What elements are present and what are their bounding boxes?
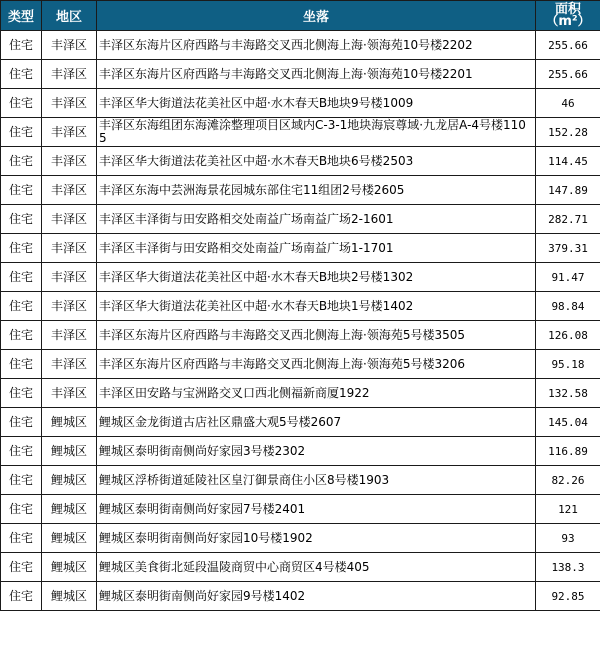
cell-district: 丰泽区	[42, 379, 97, 408]
cell-type: 住宅	[1, 89, 42, 118]
table-row	[1, 437, 600, 466]
cell-address: 丰泽区华大街道法花美社区中超·水木春天B地块6号楼2503	[97, 147, 536, 176]
cell-area: 147.89	[536, 176, 600, 205]
cell-area: 93	[536, 524, 600, 553]
header-row	[1, 1, 600, 31]
cell-address: 鲤城区泰明街南侧尚好家园10号楼1902	[97, 524, 536, 553]
cell-address: 丰泽区丰泽街与田安路相交处南益广场南益广场2-1601	[97, 205, 536, 234]
cell-district: 鲤城区	[42, 524, 97, 553]
cell-type: 住宅	[1, 524, 42, 553]
cell-district: 丰泽区	[42, 31, 97, 60]
cell-district: 丰泽区	[42, 89, 97, 118]
cell-area: 379.31	[536, 234, 600, 263]
cell-district: 鲤城区	[42, 553, 97, 582]
cell-area: 152.28	[536, 118, 600, 147]
cell-address: 鲤城区美食街北延段温陵商贸中心商贸区4号楼405	[97, 553, 536, 582]
cell-district: 鲤城区	[42, 408, 97, 437]
cell-district: 丰泽区	[42, 60, 97, 89]
table-row	[1, 321, 600, 350]
table-row	[1, 147, 600, 176]
table-row	[1, 408, 600, 437]
cell-area: 95.18	[536, 350, 600, 379]
cell-type: 住宅	[1, 205, 42, 234]
table-row	[1, 205, 600, 234]
cell-address: 丰泽区华大街道法花美社区中超·水木春天B地块2号楼1302	[97, 263, 536, 292]
cell-district: 丰泽区	[42, 234, 97, 263]
cell-area: 46	[536, 89, 600, 118]
cell-area: 138.3	[536, 553, 600, 582]
table-row	[1, 524, 600, 553]
cell-area: 255.66	[536, 60, 600, 89]
cell-district: 鲤城区	[42, 582, 97, 611]
cell-district: 丰泽区	[42, 176, 97, 205]
header-area	[536, 1, 600, 31]
cell-area: 82.26	[536, 466, 600, 495]
cell-district: 丰泽区	[42, 350, 97, 379]
cell-district: 鲤城区	[42, 437, 97, 466]
table-row	[1, 292, 600, 321]
cell-district: 丰泽区	[42, 292, 97, 321]
cell-type: 住宅	[1, 321, 42, 350]
table-row	[1, 553, 600, 582]
cell-type: 住宅	[1, 582, 42, 611]
cell-address: 鲤城区泰明街南侧尚好家园7号楼2401	[97, 495, 536, 524]
table-row	[1, 379, 600, 408]
cell-area: 114.45	[536, 147, 600, 176]
cell-address: 鲤城区泰明街南侧尚好家园9号楼1402	[97, 582, 536, 611]
cell-area: 126.08	[536, 321, 600, 350]
cell-address: 丰泽区东海组团东海滩涂整理项目区域内C-3-1地块海宸尊域·九龙居A-4号楼1105	[97, 118, 536, 147]
header-address: 坐落	[97, 1, 536, 31]
cell-type: 住宅	[1, 350, 42, 379]
cell-type: 住宅	[1, 263, 42, 292]
cell-address: 鲤城区浮桥街道延陵社区皇汀御景商住小区8号楼1903	[97, 466, 536, 495]
cell-type: 住宅	[1, 495, 42, 524]
cell-address: 鲤城区金龙街道古店社区鼎盛大观5号楼2607	[97, 408, 536, 437]
cell-area: 91.47	[536, 263, 600, 292]
cell-address: 丰泽区东海中芸洲海景花园城东部住宅11组团2号楼2605	[97, 176, 536, 205]
table-row	[1, 582, 600, 611]
cell-district: 丰泽区	[42, 118, 97, 147]
cell-address: 丰泽区华大街道法花美社区中超·水木春天B地块9号楼1009	[97, 89, 536, 118]
cell-address: 鲤城区泰明街南侧尚好家园3号楼2302	[97, 437, 536, 466]
cell-area: 121	[536, 495, 600, 524]
table-row	[1, 176, 600, 205]
cell-type: 住宅	[1, 118, 42, 147]
cell-district: 丰泽区	[42, 321, 97, 350]
cell-type: 住宅	[1, 553, 42, 582]
table-row	[1, 31, 600, 60]
table-row	[1, 118, 600, 147]
table-row	[1, 466, 600, 495]
cell-type: 住宅	[1, 147, 42, 176]
cell-district: 丰泽区	[42, 147, 97, 176]
cell-type: 住宅	[1, 176, 42, 205]
cell-address: 丰泽区东海片区府西路与丰海路交叉西北侧海上海·领海苑10号楼2201	[97, 60, 536, 89]
table-row	[1, 495, 600, 524]
cell-area: 282.71	[536, 205, 600, 234]
cell-district: 丰泽区	[42, 205, 97, 234]
table-row	[1, 350, 600, 379]
cell-address: 丰泽区田安路与宝洲路交叉口西北侧福新商厦1922	[97, 379, 536, 408]
cell-type: 住宅	[1, 234, 42, 263]
cell-district: 鲤城区	[42, 466, 97, 495]
cell-type: 住宅	[1, 466, 42, 495]
table-row	[1, 89, 600, 118]
cell-area: 98.84	[536, 292, 600, 321]
cell-type: 住宅	[1, 408, 42, 437]
cell-type: 住宅	[1, 60, 42, 89]
header-area-label: 面积	[554, 1, 581, 17]
header-area-unit: （m²）	[545, 13, 591, 29]
cell-address: 丰泽区东海片区府西路与丰海路交叉西北侧海上海·领海苑5号楼3206	[97, 350, 536, 379]
header-district: 地区	[42, 1, 97, 31]
cell-area: 92.85	[536, 582, 600, 611]
cell-area: 116.89	[536, 437, 600, 466]
cell-type: 住宅	[1, 31, 42, 60]
table-row	[1, 60, 600, 89]
cell-type: 住宅	[1, 379, 42, 408]
cell-type: 住宅	[1, 292, 42, 321]
cell-address: 丰泽区华大街道法花美社区中超·水木春天B地块1号楼1402	[97, 292, 536, 321]
cell-area: 255.66	[536, 31, 600, 60]
table-row	[1, 234, 600, 263]
cell-district: 鲤城区	[42, 495, 97, 524]
cell-area: 145.04	[536, 408, 600, 437]
cell-address: 丰泽区东海片区府西路与丰海路交叉西北侧海上海·领海苑5号楼3505	[97, 321, 536, 350]
cell-district: 丰泽区	[42, 263, 97, 292]
table-row	[1, 263, 600, 292]
cell-address: 丰泽区东海片区府西路与丰海路交叉西北侧海上海·领海苑10号楼2202	[97, 31, 536, 60]
cell-area: 132.58	[536, 379, 600, 408]
cell-type: 住宅	[1, 437, 42, 466]
header-type: 类型	[1, 1, 42, 31]
cell-address: 丰泽区丰泽街与田安路相交处南益广场南益广场1-1701	[97, 234, 536, 263]
